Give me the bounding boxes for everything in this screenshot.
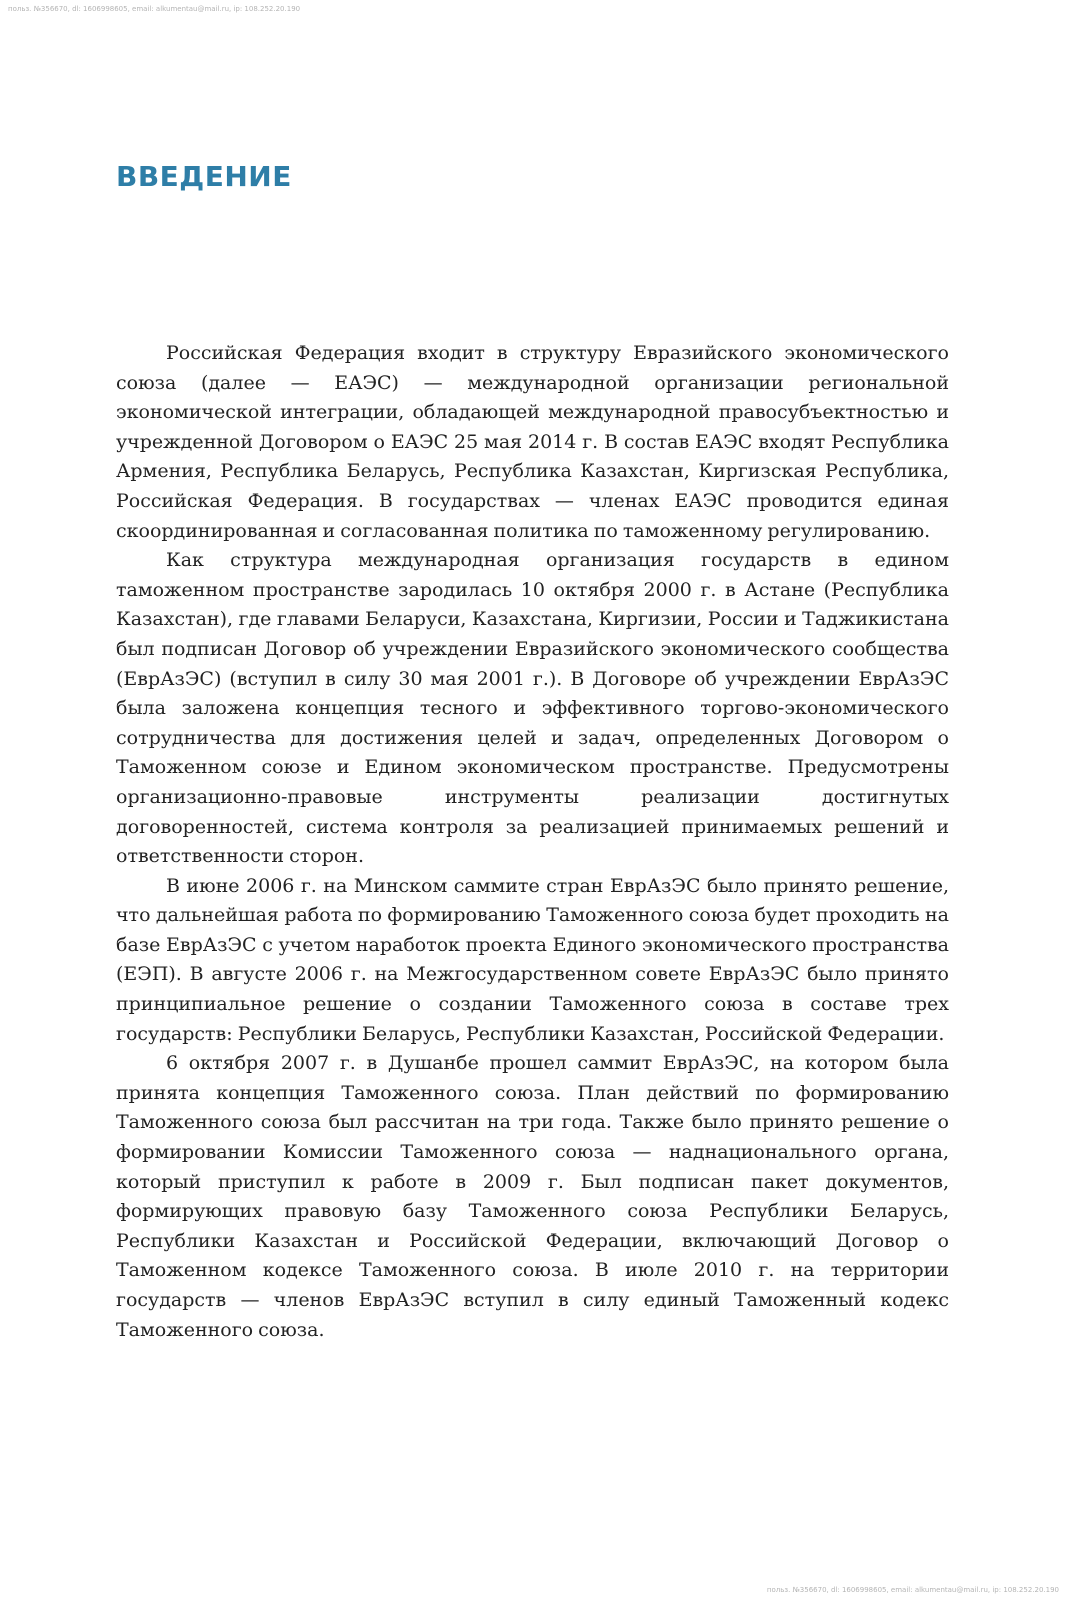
chapter-title: ВВЕДЕНИЕ <box>116 160 292 193</box>
paragraph: В июне 2006 г. на Минском саммите стран ЕврАзЭС было принято решение, что дальнейшая работа по формированию Таможенного союза будет проходить на базе ЕврАзЭС с учетом наработок проекта Единого экономического пространства (ЕЭП). В августе 2006 г. на Межгосударственном совете ЕврАзЭС было принято принципиальное решение о создании Таможенного союза в составе трех государств: Республики Беларусь, Республики Казахстан, Российской Федерации. <box>116 874 949 1045</box>
paragraph: 6 октября 2007 г. в Душанбе прошел саммит ЕврАзЭС, на котором была принята концепция Таможенного союза. План действий по формированию Таможенного союза был рассчитан на три года. Также было принято решение о формировании Комиссии Таможенного союза — наднационального органа, который приступил к работе в 2009 г. Был подписан пакет документов, формирующих правовую базу Таможенного союза Республики Беларусь, Республики Казахстан и Российской Федерации, включающий Договор о Таможенном кодексе Таможенного союза. В июле 2010 г. на территории государств — членов ЕврАзЭС вступил в силу единый Таможенный кодекс Таможенного союза. <box>116 1052 949 1341</box>
paragraph: Как структура международная организация государств в едином таможенном пространстве зародилась 10 октября 2000 г. в Астане (Республика Казахстан), где главами Беларуси, Казахстана, Киргизии, России и Таджикистана был подписан Договор об учреждении Евразийского экономического сообщества (ЕврАзЭС) (вступил в силу 30 мая 2001 г.). В Договоре об учреждении ЕврАзЭС была заложена концепция тесного и эффективного торгово-экономического сотрудничества для достижения целей и задач, определенных Договором о Таможенном союзе и Едином экономическом пространстве. Предусмотрены организационно-правовые инструменты реализации достигнутых договоренностей, система контроля за реализацией принимаемых решений и ответственности сторон. <box>116 549 949 868</box>
watermark-bottom: польз. №356670, dl: 1606998605, email: alkumentau@mail.ru, ip: 108.252.20.190 <box>766 1586 1059 1594</box>
paragraph: Российская Федерация входит в структуру Евразийского экономического союза (далее — ЕАЭС) — международной организации региональной экономической интеграции, обладающей международной правосубъектностью и учрежденной Договором о ЕАЭС 25 мая 2014 г. В состав ЕАЭС входят Республика Армения, Республика Беларусь, Республика Казахстан, Киргизская Республика, Российская Федерация. В государствах — членах ЕАЭС проводится единая скоординированная и согласованная политика по таможенному регулированию. <box>116 342 949 542</box>
watermark-top: польз. №356670, dl: 1606998605, email: alkumentau@mail.ru, ip: 108.252.20.190 <box>8 5 301 13</box>
body-text <box>116 339 949 1345</box>
